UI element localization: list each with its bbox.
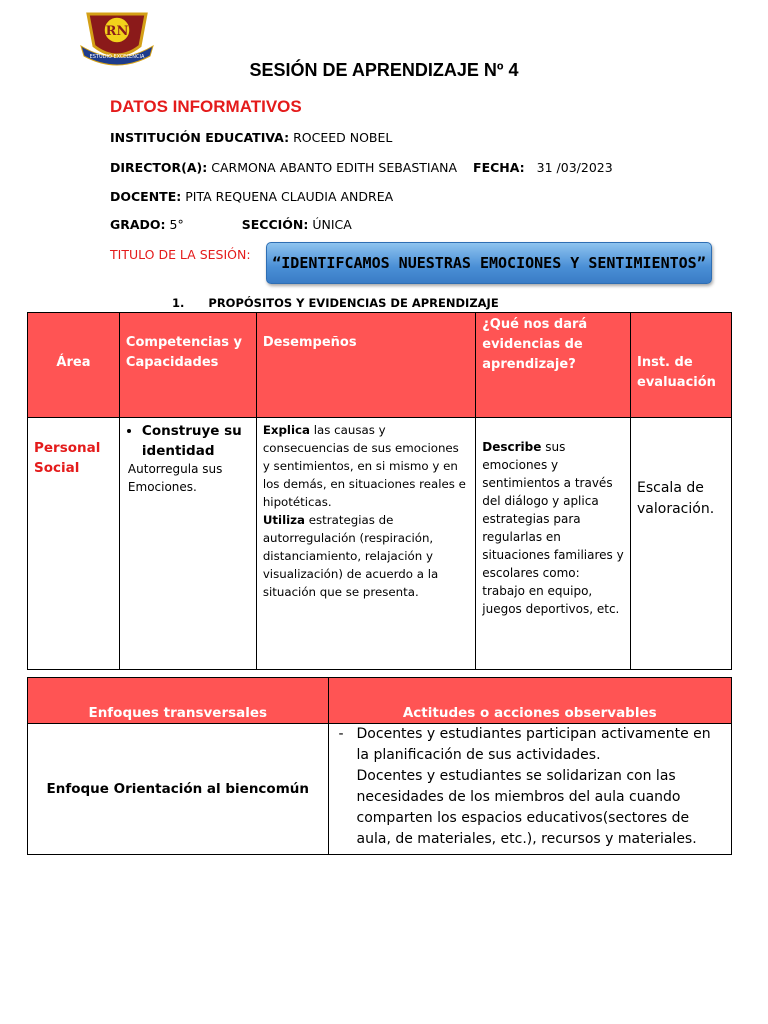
seccion-label: SECCIÓN: xyxy=(241,217,309,232)
session-title-banner: “IDENTIFCAMOS NUESTRAS EMOCIONES Y SENTIMIENTOS” xyxy=(266,242,712,284)
logo-motto: ESTUDIO EXCELENCIA xyxy=(89,54,145,60)
desempeno-utiliza-verb: Utiliza xyxy=(262,513,305,527)
table-header-row xyxy=(28,313,732,418)
fecha-value: 31 /03/2023 xyxy=(536,160,613,175)
actitud-2: Docentes y estudiantes se solidarizan con las necesidades de los miembros del aula cuando comparten los espacios educativos(sectores de aula, de materiales, etc.), recursos y materiales. xyxy=(356,768,697,847)
table-row xyxy=(28,418,732,670)
school-logo xyxy=(78,8,156,66)
seccion-value: ÚNICA xyxy=(312,217,352,232)
director-label: DIRECTOR(A): xyxy=(110,160,208,175)
docente-value: PITA REQUENA CLAUDIA ANDREA xyxy=(185,189,394,204)
competencias-cell xyxy=(119,418,256,670)
institucion-label: INSTITUCIÓN EDUCATIVA: xyxy=(110,130,290,145)
docente-label: DOCENTE: xyxy=(110,189,182,204)
actitud-1: Docentes y estudiantes participan activamente en la planificación de sus actividades. xyxy=(356,726,711,763)
evidencia-verb: Describe xyxy=(482,440,542,454)
page-title: SESIÓN DE APRENDIZAJE Nº 4 xyxy=(249,60,519,80)
institucion-line xyxy=(110,130,392,145)
desempeno-utiliza-text: estrategias de autorregulación (respiración, distanciamiento, relajación y visualización) de acuerdo a la situación que se presenta. xyxy=(262,513,439,599)
propositos-heading: 1. PROPÓSITOS Y EVIDENCIAS DE APRENDIZAJE xyxy=(172,296,499,310)
actitudes-cell xyxy=(328,724,731,855)
desempeno-explica-text: las causas y consecuencias de sus emociones y sentimientos, en si mismo y en los demás, en situaciones reales e hipotéticas. xyxy=(262,423,466,509)
grado-line xyxy=(110,217,352,232)
fecha-label: FECHA: xyxy=(473,160,525,175)
logo-initials: RN xyxy=(105,24,129,39)
evidencias-cell xyxy=(476,418,631,670)
titulo-label: TITULO DE LA SESIÓN: xyxy=(110,247,251,262)
header-desempenos: Desempeños xyxy=(256,313,475,418)
institucion-value: ROCEED NOBEL xyxy=(293,130,393,145)
header-evidencias: ¿Qué nos dará evidencias de aprendizaje? xyxy=(476,313,631,418)
desempeno-explica xyxy=(263,421,469,511)
table-row xyxy=(28,724,732,855)
header-instrumento: Inst. de evaluación xyxy=(631,313,732,418)
director-line xyxy=(110,160,613,175)
grado-value: 5° xyxy=(169,217,184,232)
header-area: Área xyxy=(28,313,120,418)
propositos-table xyxy=(27,312,732,670)
header-competencias: Competencias y Capacidades xyxy=(119,313,256,418)
datos-heading: DATOS INFORMATIVOS xyxy=(110,97,302,116)
enfoques-table xyxy=(27,677,732,855)
instrumento-cell: Escala de valoración. xyxy=(631,418,732,670)
director-value: CARMONA ABANTO EDITH SEBASTIANA xyxy=(211,160,458,175)
grado-label: GRADO: xyxy=(110,217,166,232)
desempeno-utiliza xyxy=(263,511,469,601)
area-cell: Personal Social xyxy=(28,418,120,670)
evidencia-text: sus emociones y sentimientos a través del diálogo y aplica estrategias para regularlas en situaciones familiares y escolares como: trabajo en equipo, juegos deportivos, etc. xyxy=(482,440,624,616)
header-enfoques: Enfoques transversales xyxy=(28,678,329,724)
table-header-row xyxy=(28,678,732,724)
desempeno-explica-verb: Explica xyxy=(262,423,310,437)
docente-line xyxy=(110,189,393,204)
dash-marker: - xyxy=(338,726,344,742)
desempenos-cell xyxy=(256,418,475,670)
header-actitudes: Actitudes o acciones observables xyxy=(328,678,731,724)
competencia-item: • Construye su identidad xyxy=(142,421,250,461)
enfoque-cell: Enfoque Orientación al biencomún xyxy=(28,724,329,855)
capacidad-text: Autorregula sus Emociones. xyxy=(127,462,223,494)
